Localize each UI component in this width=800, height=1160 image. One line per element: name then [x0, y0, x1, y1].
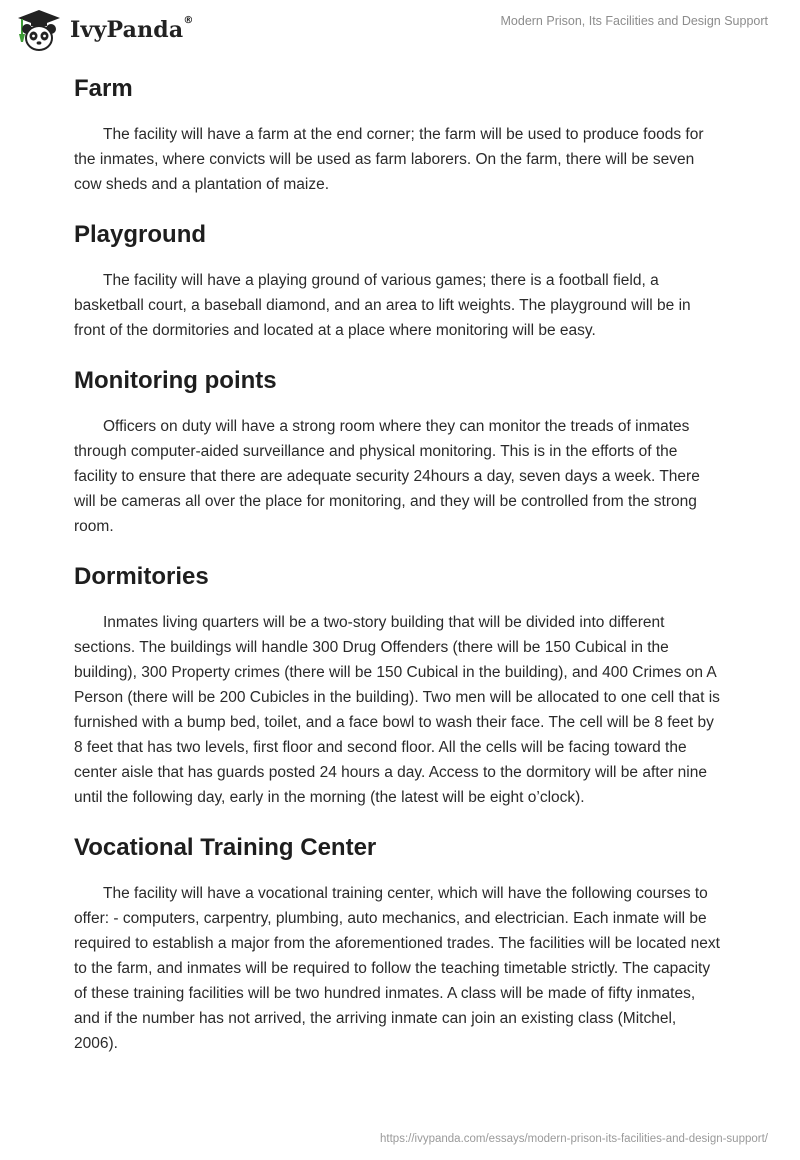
section-paragraph: The facility will have a playing ground of various games; there is a football field, a basketball court, a baseball diamond, and an area to lift weights. The playground will be in front of the dormitories and located at a place where monitoring will be easy.	[74, 272, 691, 339]
ivypanda-logo[interactable]	[14, 8, 194, 52]
section-heading: Monitoring points	[74, 367, 277, 394]
section-paragraph: Inmates living quarters will be a two-story building that will be divided into different sections. The buildings will handle 300 Drug Offenders (there will be 150 Cubical in the building), 300 Property crimes (there will be 150 Cubical in the building), and 400 Crimes on A Person (there will be 200 Cubicles in the building). Two men will be allocated to one cell that is furnished with a bump bed, toilet, and a face bowl to wash their face. The cell will be 8 feet by 8 feet that has two levels, first floor and second floor. All the cells will be facing toward the center aisle that has guards posted 24 hours a day. Access to the dormitory will be after nine until the following day, early in the morning (the latest will be eight o’clock).	[74, 614, 720, 806]
section-paragraph: Officers on duty will have a strong room where they can monitor the treads of inmates through computer-aided surveillance and physical monitoring. This is in the efforts of the facility to ensure that there are adequate security 24hours a day, seven days a week. There will be cameras all over the place for monitoring, and they will be controlled from the strong room.	[74, 418, 700, 535]
section-paragraph: The facility will have a vocational training center, which will have the following courses to offer: - computers, carpentry, plumbing, auto mechanics, and electrician. Each inmate will be required to establish a major from the aforementioned trades. The facilities will be located next to the farm, and inmates will be required to follow the teaching timetable strictly. The capacity of these training facilities will be two hundred inmates. A class will be made of fifty inmates, and if the number has not arrived, the arriving inmate can join an existing class (Mitchel, 2006).	[74, 885, 720, 1052]
section-heading: Dormitories	[74, 563, 209, 590]
section-monitoring-points	[74, 362, 724, 539]
section-dormitories	[74, 558, 724, 810]
source-url[interactable]: https://ivypanda.com/essays/modern-prison-its-facilities-and-design-support/	[380, 1133, 768, 1145]
section-playground	[74, 216, 724, 343]
section-vocational-training-center	[74, 829, 724, 1056]
section-farm	[74, 70, 724, 197]
section-paragraph: The facility will have a farm at the end corner; the farm will be used to produce foods for the inmates, where convicts will be used as farm laborers. On the farm, there will be seven cow sheds and a plantation of maize.	[74, 126, 704, 193]
brand-name	[70, 17, 194, 43]
panda-graduate-icon	[14, 8, 64, 52]
section-heading: Farm	[74, 75, 133, 102]
document-title: Modern Prison, Its Facilities and Design Support	[500, 14, 768, 28]
page-header	[0, 0, 800, 60]
section-heading: Playground	[74, 221, 207, 248]
section-heading: Vocational Training Center	[74, 834, 377, 861]
brand-label: IvyPanda	[70, 17, 184, 43]
registered-mark: ®	[183, 15, 194, 26]
essay-body	[74, 70, 724, 1056]
